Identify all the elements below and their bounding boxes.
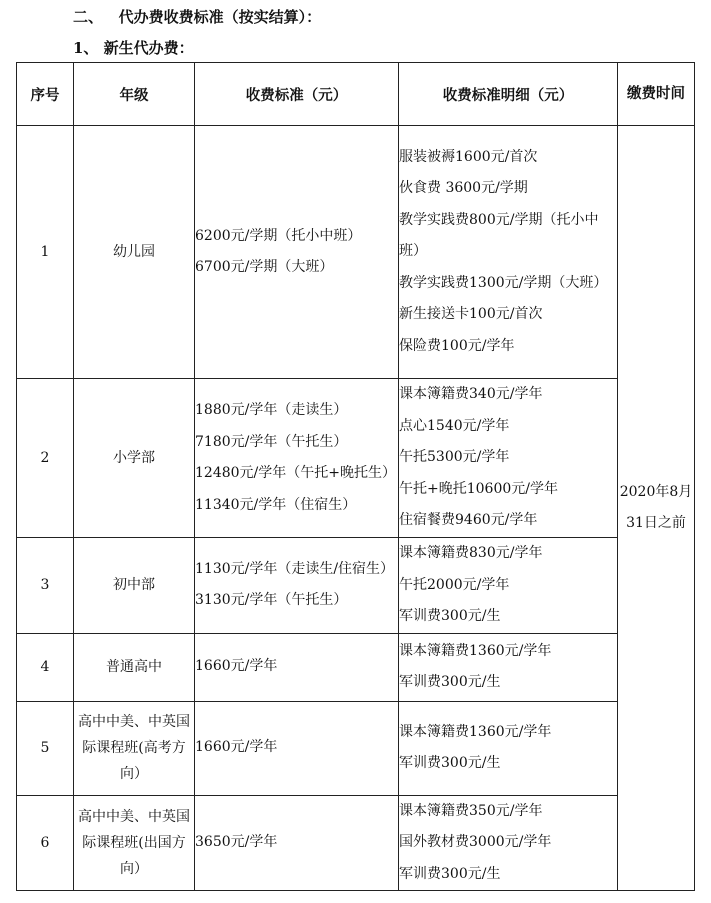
detail-line: 保险费100元/学年: [399, 337, 515, 354]
row-details: [399, 538, 618, 634]
table-row: [17, 633, 695, 701]
row-grade: 小学部: [74, 379, 195, 538]
detail-line: 新生接送卡100元/首次: [399, 306, 543, 323]
standard-line: 11340元/学年（住宿生）: [195, 496, 357, 513]
detail-line: 午托5300元/学年: [399, 449, 510, 466]
row-standard: [195, 126, 399, 379]
detail-line: 军训费300元/生: [399, 755, 501, 771]
row-details: [399, 701, 618, 795]
detail-line: 课本簿籍费1360元/学年: [399, 723, 552, 740]
detail-line: 教学实践费1300元/学期（大班）: [399, 274, 608, 291]
payment-deadline: 2020年8月31日之前: [618, 126, 695, 891]
row-grade: 高中中美、中英国际课程班(出国方向）: [74, 795, 195, 891]
header-no: 序号: [17, 63, 74, 126]
detail-line: 军训费300元/生: [399, 674, 501, 690]
row-standard: [195, 795, 399, 891]
row-standard: [195, 633, 399, 701]
standard-line: 12480元/学年（午托+晚托生）: [195, 465, 396, 481]
row-number: 4: [17, 633, 74, 701]
row-details: [399, 795, 618, 891]
table-row: [17, 795, 695, 891]
standard-line: 3650元/学年: [195, 834, 278, 850]
standard-line: 3130元/学年（午托生）: [195, 592, 348, 609]
detail-line: 课本簿籍费1360元/学年: [399, 642, 552, 659]
standard-line: 1660元/学年: [195, 658, 278, 675]
detail-line: 课本簿籍费340元/学年: [399, 386, 543, 403]
standard-line: 1130元/学年（走读生/住宿生）: [195, 560, 395, 577]
detail-line: 住宿餐费9460元/学年: [399, 512, 538, 529]
row-standard: [195, 701, 399, 795]
detail-line: 点心1540元/学年: [399, 417, 510, 434]
standard-line: 1880元/学年（走读生）: [195, 402, 348, 418]
row-grade: 普通高中: [74, 633, 195, 701]
standard-line: 1660元/学年: [195, 739, 278, 756]
table-row: [17, 701, 695, 795]
row-standard: [195, 538, 399, 634]
table-row: [17, 126, 695, 379]
row-grade: 初中部: [74, 538, 195, 634]
header-grade: 年级: [74, 63, 195, 126]
detail-line: 午托2000元/学年: [399, 576, 510, 593]
standard-line: 7180元/学年（午托生）: [195, 433, 348, 450]
row-number: 3: [17, 538, 74, 634]
row-number: 6: [17, 795, 74, 891]
row-details: [399, 379, 618, 538]
detail-line: 国外教材费3000元/学年: [399, 834, 552, 850]
section-title: 二、 代办费收费标准（按实结算）：: [73, 8, 322, 26]
table-row: [17, 379, 695, 538]
row-grade: 高中中美、中英国际课程班(高考方向）: [74, 701, 195, 795]
row-details: [399, 633, 618, 701]
detail-line: 军训费300元/生: [399, 608, 501, 624]
standard-line: 6700元/学期（大班）: [195, 259, 334, 275]
table-row: [17, 538, 695, 634]
header-payment-time: 缴费时间: [618, 63, 695, 126]
detail-line: 军训费300元/生: [399, 865, 501, 882]
row-number: 2: [17, 379, 74, 538]
detail-line: 午托+晚托10600元/学年: [399, 480, 558, 497]
standard-line: 6200元/学期（托小中班）: [195, 227, 362, 244]
detail-line: 伙食费 3600元/学期: [399, 180, 528, 197]
detail-line: 教学实践费800元/学期（托小中班）: [399, 211, 599, 260]
detail-line: 课本簿籍费350元/学年: [399, 802, 543, 819]
fee-table: [16, 62, 695, 891]
table-header-row: [17, 63, 695, 126]
detail-line: 服装被褥1600元/首次: [399, 148, 538, 165]
header-standard: 收费标准（元）: [195, 63, 399, 126]
row-number: 5: [17, 701, 74, 795]
row-standard: [195, 379, 399, 538]
row-details: [399, 126, 618, 379]
row-number: 1: [17, 126, 74, 379]
detail-line: 课本簿籍费830元/学年: [399, 545, 543, 561]
header-details: 收费标准明细（元）: [399, 63, 618, 126]
subsection-title: 1、 新生代办费：: [73, 39, 194, 57]
row-grade: 幼儿园: [74, 126, 195, 379]
